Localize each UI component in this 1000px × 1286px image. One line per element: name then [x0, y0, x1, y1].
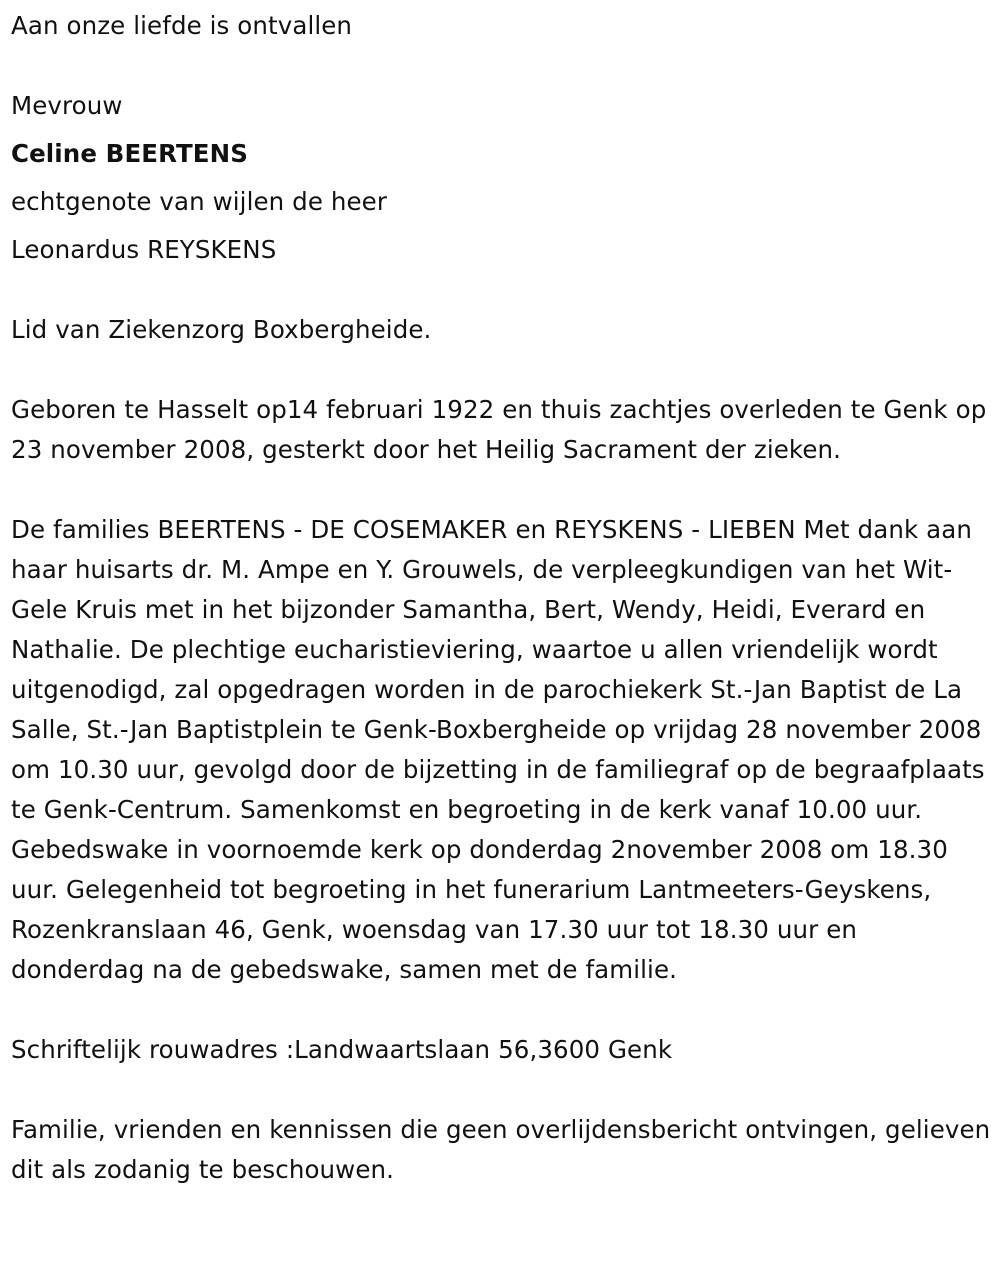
title-line: Mevrouw [11, 91, 123, 120]
spacer [11, 350, 991, 390]
intro-line: Aan onze liefde is ontvallen [11, 11, 353, 40]
spacer [11, 46, 991, 86]
spouse-line: echtgenote van wijlen de heer [11, 187, 388, 216]
membership-line: Lid van Ziekenzorg Boxbergheide. [11, 315, 432, 344]
spacer [11, 990, 991, 1030]
families-paragraph: De families BEERTENS - DE COSEMAKER en REYSKENS - LIEBEN Met dank aan haar huisarts dr. M. Ampe en Y. Grouwels, de verpleegkundigen van het Wit-Gele Kruis met in het bijzonder Samantha, Bert, Wendy, Heidi, Everard en Nathalie. De plechtige eucharistieviering, waartoe u allen vriendelijk wordt uitgenodigd, zal opgedragen worden in de parochiekerk St.-Jan Baptist de La Salle, St.-Jan Baptistplein te Genk-Boxbergheide op vrijdag 28 november 2008 om 10.30 uur, gevolgd door de bijzetting in de familiegraf op de begraafplaats te Genk-Centrum. Samenkomst en begroeting in de kerk vanaf 10.00 uur. Gebedswake in voornoemde kerk op donderdag 2november 2008 om 18.30 uur. Gelegenheid tot begroeting in het funerarium Lantmeeters-Geyskens, Rozenkranslaan 46, Genk, woensdag van 17.30 uur tot 18.30 uur en donderdag na de gebedswake, samen met de familie. [11, 515, 985, 984]
address-line: Schriftelijk rouwadres :Landwaartslaan 56,3600 Genk [11, 1035, 673, 1064]
birth-death-paragraph: Geboren te Hasselt op14 februari 1922 en thuis zachtjes overleden te Genk op 23 november 2008, gesterkt door het Heilig Sacrament der zieken. [11, 395, 987, 464]
obituary-notice [11, 6, 991, 1190]
spacer [11, 1070, 991, 1110]
deceased-name: Celine BEERTENS [11, 139, 248, 168]
spouse-name: Leonardus REYSKENS [11, 235, 277, 264]
spacer [11, 270, 991, 310]
closing-paragraph: Familie, vrienden en kennissen die geen overlijdensbericht ontvingen, gelieven dit als zodanig te beschouwen. [11, 1115, 991, 1184]
spacer [11, 470, 991, 510]
